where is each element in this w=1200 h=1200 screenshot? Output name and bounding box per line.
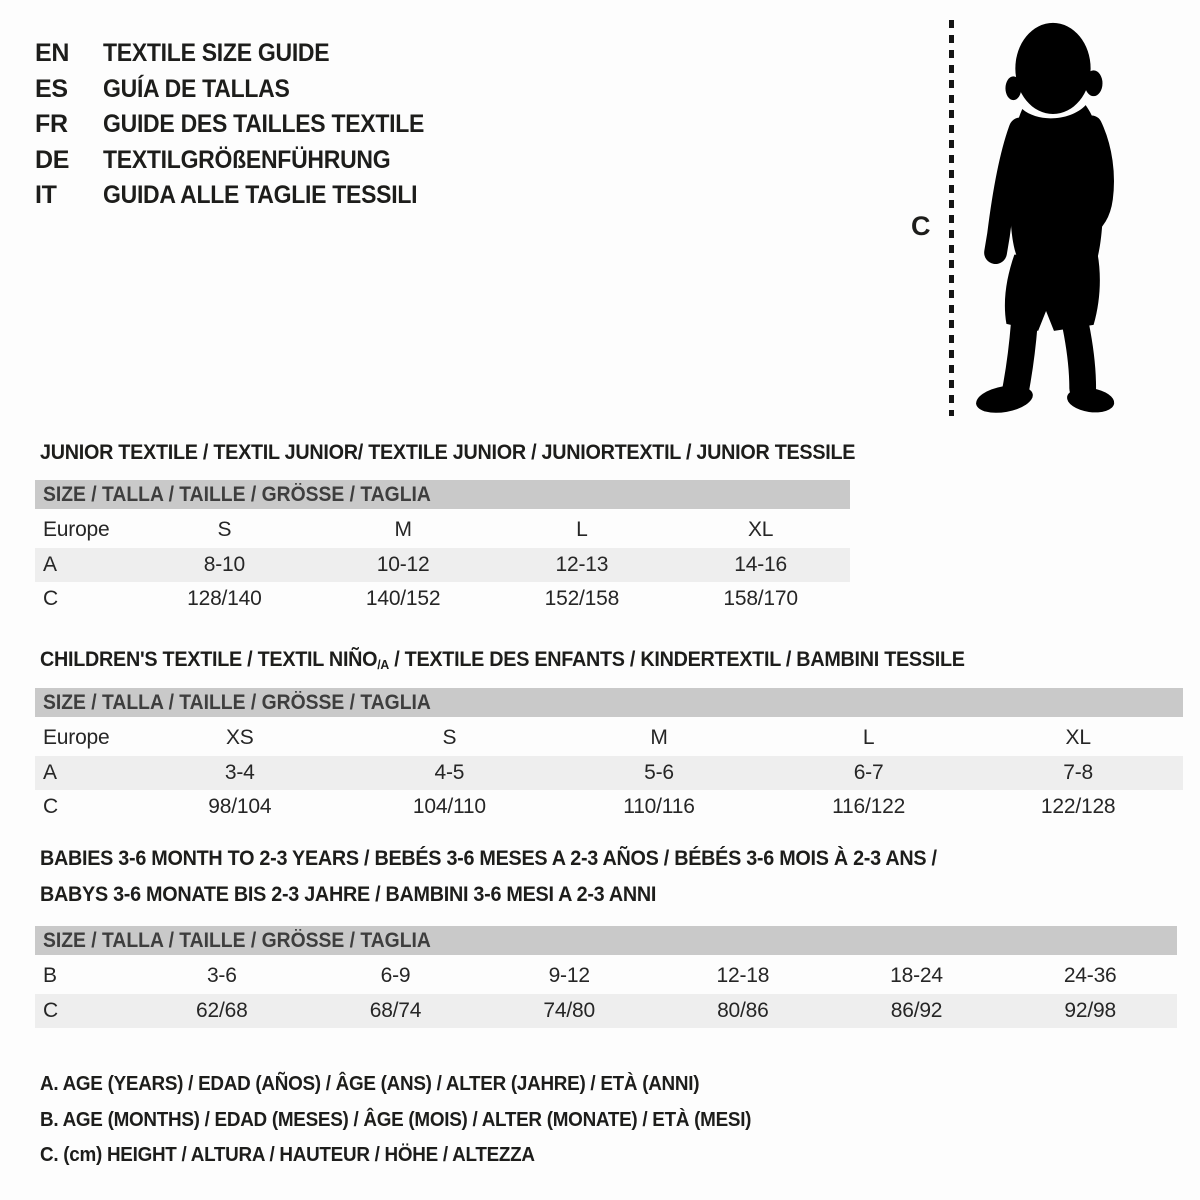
babies-c-5: 86/92 bbox=[890, 999, 943, 1022]
children-col-xl: XL bbox=[1065, 726, 1091, 749]
babies-row-b-label: B bbox=[43, 964, 57, 987]
children-col-xs: XS bbox=[225, 726, 254, 749]
lang-title-es: GUÍA DE TALLAS bbox=[103, 74, 290, 103]
babies-b-1: 3-6 bbox=[206, 964, 237, 987]
height-measure-label: C bbox=[911, 211, 931, 241]
junior-region-label: Europe bbox=[43, 518, 110, 541]
lang-row-es bbox=[35, 72, 452, 108]
children-a-xs: 3-4 bbox=[224, 761, 255, 784]
junior-size-table bbox=[35, 480, 850, 616]
children-a-m: 5-6 bbox=[644, 761, 674, 784]
lang-title-en: TEXTILE SIZE GUIDE bbox=[103, 39, 330, 68]
junior-a-xl: 14-16 bbox=[734, 553, 787, 576]
children-c-m: 110/116 bbox=[623, 795, 695, 818]
children-row-a bbox=[35, 756, 1183, 790]
children-col-m: M bbox=[650, 726, 668, 749]
junior-a-s: 8-10 bbox=[203, 553, 245, 576]
junior-size-header-bar: SIZE / TALLA / TAILLE / GRÖSSE / TAGLIA bbox=[35, 480, 850, 509]
lang-code-es: ES bbox=[35, 74, 68, 103]
children-c-xl: 122/128 bbox=[1040, 795, 1116, 818]
babies-b-4: 12-18 bbox=[716, 964, 770, 987]
babies-b-6: 24-36 bbox=[1063, 964, 1117, 987]
junior-columns-row bbox=[35, 512, 850, 548]
lang-code-fr: FR bbox=[35, 110, 68, 139]
babies-row-b bbox=[35, 958, 1177, 994]
junior-row-a bbox=[35, 548, 850, 582]
junior-c-l: 152/158 bbox=[544, 587, 620, 610]
babies-c-4: 80/86 bbox=[717, 999, 769, 1022]
lang-row-de bbox=[35, 143, 452, 179]
lang-code-en: EN bbox=[35, 39, 70, 68]
junior-col-l: L bbox=[576, 518, 588, 541]
babies-b-5: 18-24 bbox=[890, 964, 943, 987]
toddler-silhouette-icon bbox=[955, 12, 1147, 418]
junior-c-m: 140/152 bbox=[365, 587, 441, 610]
lang-row-en bbox=[35, 36, 452, 72]
children-c-s: 104/110 bbox=[412, 795, 486, 818]
children-row-c-label: C bbox=[43, 795, 58, 818]
children-title-subscript: /A bbox=[377, 656, 389, 672]
children-region-label: Europe bbox=[43, 726, 110, 749]
babies-b-3: 9-12 bbox=[548, 964, 590, 987]
legend bbox=[40, 1066, 813, 1173]
junior-row-c-label: C bbox=[43, 587, 58, 610]
height-measure-dashed-line bbox=[949, 20, 954, 416]
babies-title-line1: BABIES 3-6 MONTH TO 2-3 YEARS / BEBÉS 3-6 MESES A 2-3 AÑOS / BÉBÉS 3-6 MOIS À 2-3 ANS / bbox=[40, 846, 937, 870]
children-c-l: 116/122 bbox=[832, 795, 906, 818]
junior-c-s: 128/140 bbox=[187, 587, 262, 610]
babies-size-table bbox=[35, 926, 1177, 1028]
lang-row-fr bbox=[35, 107, 452, 143]
babies-c-2: 68/74 bbox=[369, 999, 422, 1022]
babies-c-6: 92/98 bbox=[1064, 999, 1116, 1022]
legend-line-c: C. (cm) HEIGHT / ALTURA / HAUTEUR / HÖHE / ALTEZZA bbox=[40, 1143, 535, 1166]
children-row-a-label: A bbox=[43, 761, 57, 784]
children-c-xs: 98/104 bbox=[208, 795, 272, 818]
junior-col-xl: XL bbox=[747, 518, 774, 541]
language-header bbox=[35, 36, 452, 214]
children-size-header-bar: SIZE / TALLA / TAILLE / GRÖSSE / TAGLIA bbox=[35, 688, 1183, 717]
junior-row-c bbox=[35, 582, 850, 616]
children-col-s: S bbox=[442, 726, 457, 749]
babies-section-title bbox=[40, 840, 1015, 912]
lang-title-it: GUIDA ALLE TAGLIE TESSILI bbox=[103, 181, 418, 210]
children-size-table bbox=[35, 688, 1183, 824]
lang-code-de: DE bbox=[35, 145, 70, 174]
legend-line-a: A. AGE (YEARS) / EDAD (AÑOS) / ÂGE (ANS) / ALTER (JAHRE) / ETÀ (ANNI) bbox=[40, 1072, 700, 1095]
junior-col-s: S bbox=[217, 518, 232, 541]
babies-title-line2: BABYS 3-6 MONATE BIS 2-3 JAHRE / BAMBINI 3-6 MESI A 2-3 ANNI bbox=[40, 882, 657, 906]
babies-row-c-label: C bbox=[43, 999, 58, 1022]
babies-c-3: 74/80 bbox=[543, 999, 595, 1022]
lang-title-de: TEXTILGRÖßENFÜHRUNG bbox=[103, 145, 391, 174]
junior-a-m: 10-12 bbox=[376, 553, 430, 576]
junior-row-a-label: A bbox=[43, 553, 57, 576]
children-row-c bbox=[35, 790, 1183, 824]
babies-row-c bbox=[35, 994, 1177, 1028]
children-col-l: L bbox=[862, 726, 875, 749]
legend-line-b: B. AGE (MONTHS) / EDAD (MESES) / ÂGE (MOIS) / ALTER (MONATE) / ETÀ (MESI) bbox=[40, 1107, 752, 1131]
children-section-title: CHILDREN'S TEXTILE / TEXTIL NIÑO/A / TEXTILE DES ENFANTS / KINDERTEXTIL / BAMBINI TESSILE bbox=[40, 647, 965, 672]
children-a-xl: 7-8 bbox=[1063, 761, 1094, 784]
lang-code-it: IT bbox=[35, 181, 57, 210]
junior-c-xl: 158/170 bbox=[723, 587, 798, 610]
children-a-s: 4-5 bbox=[434, 761, 465, 784]
babies-b-2: 6-9 bbox=[380, 964, 411, 987]
junior-section-title: JUNIOR TEXTILE / TEXTIL JUNIOR/ TEXTILE JUNIOR / JUNIORTEXTIL / JUNIOR TESSILE bbox=[40, 440, 856, 464]
lang-row-it bbox=[35, 178, 452, 214]
babies-size-header-bar: SIZE / TALLA / TAILLE / GRÖSSE / TAGLIA bbox=[35, 926, 1177, 955]
junior-col-m: M bbox=[394, 518, 412, 541]
children-a-l: 6-7 bbox=[853, 761, 884, 784]
junior-a-l: 12-13 bbox=[555, 553, 609, 576]
lang-title-fr: GUIDE DES TAILLES TEXTILE bbox=[103, 110, 425, 139]
babies-c-1: 62/68 bbox=[196, 999, 248, 1022]
children-columns-row bbox=[35, 720, 1183, 756]
